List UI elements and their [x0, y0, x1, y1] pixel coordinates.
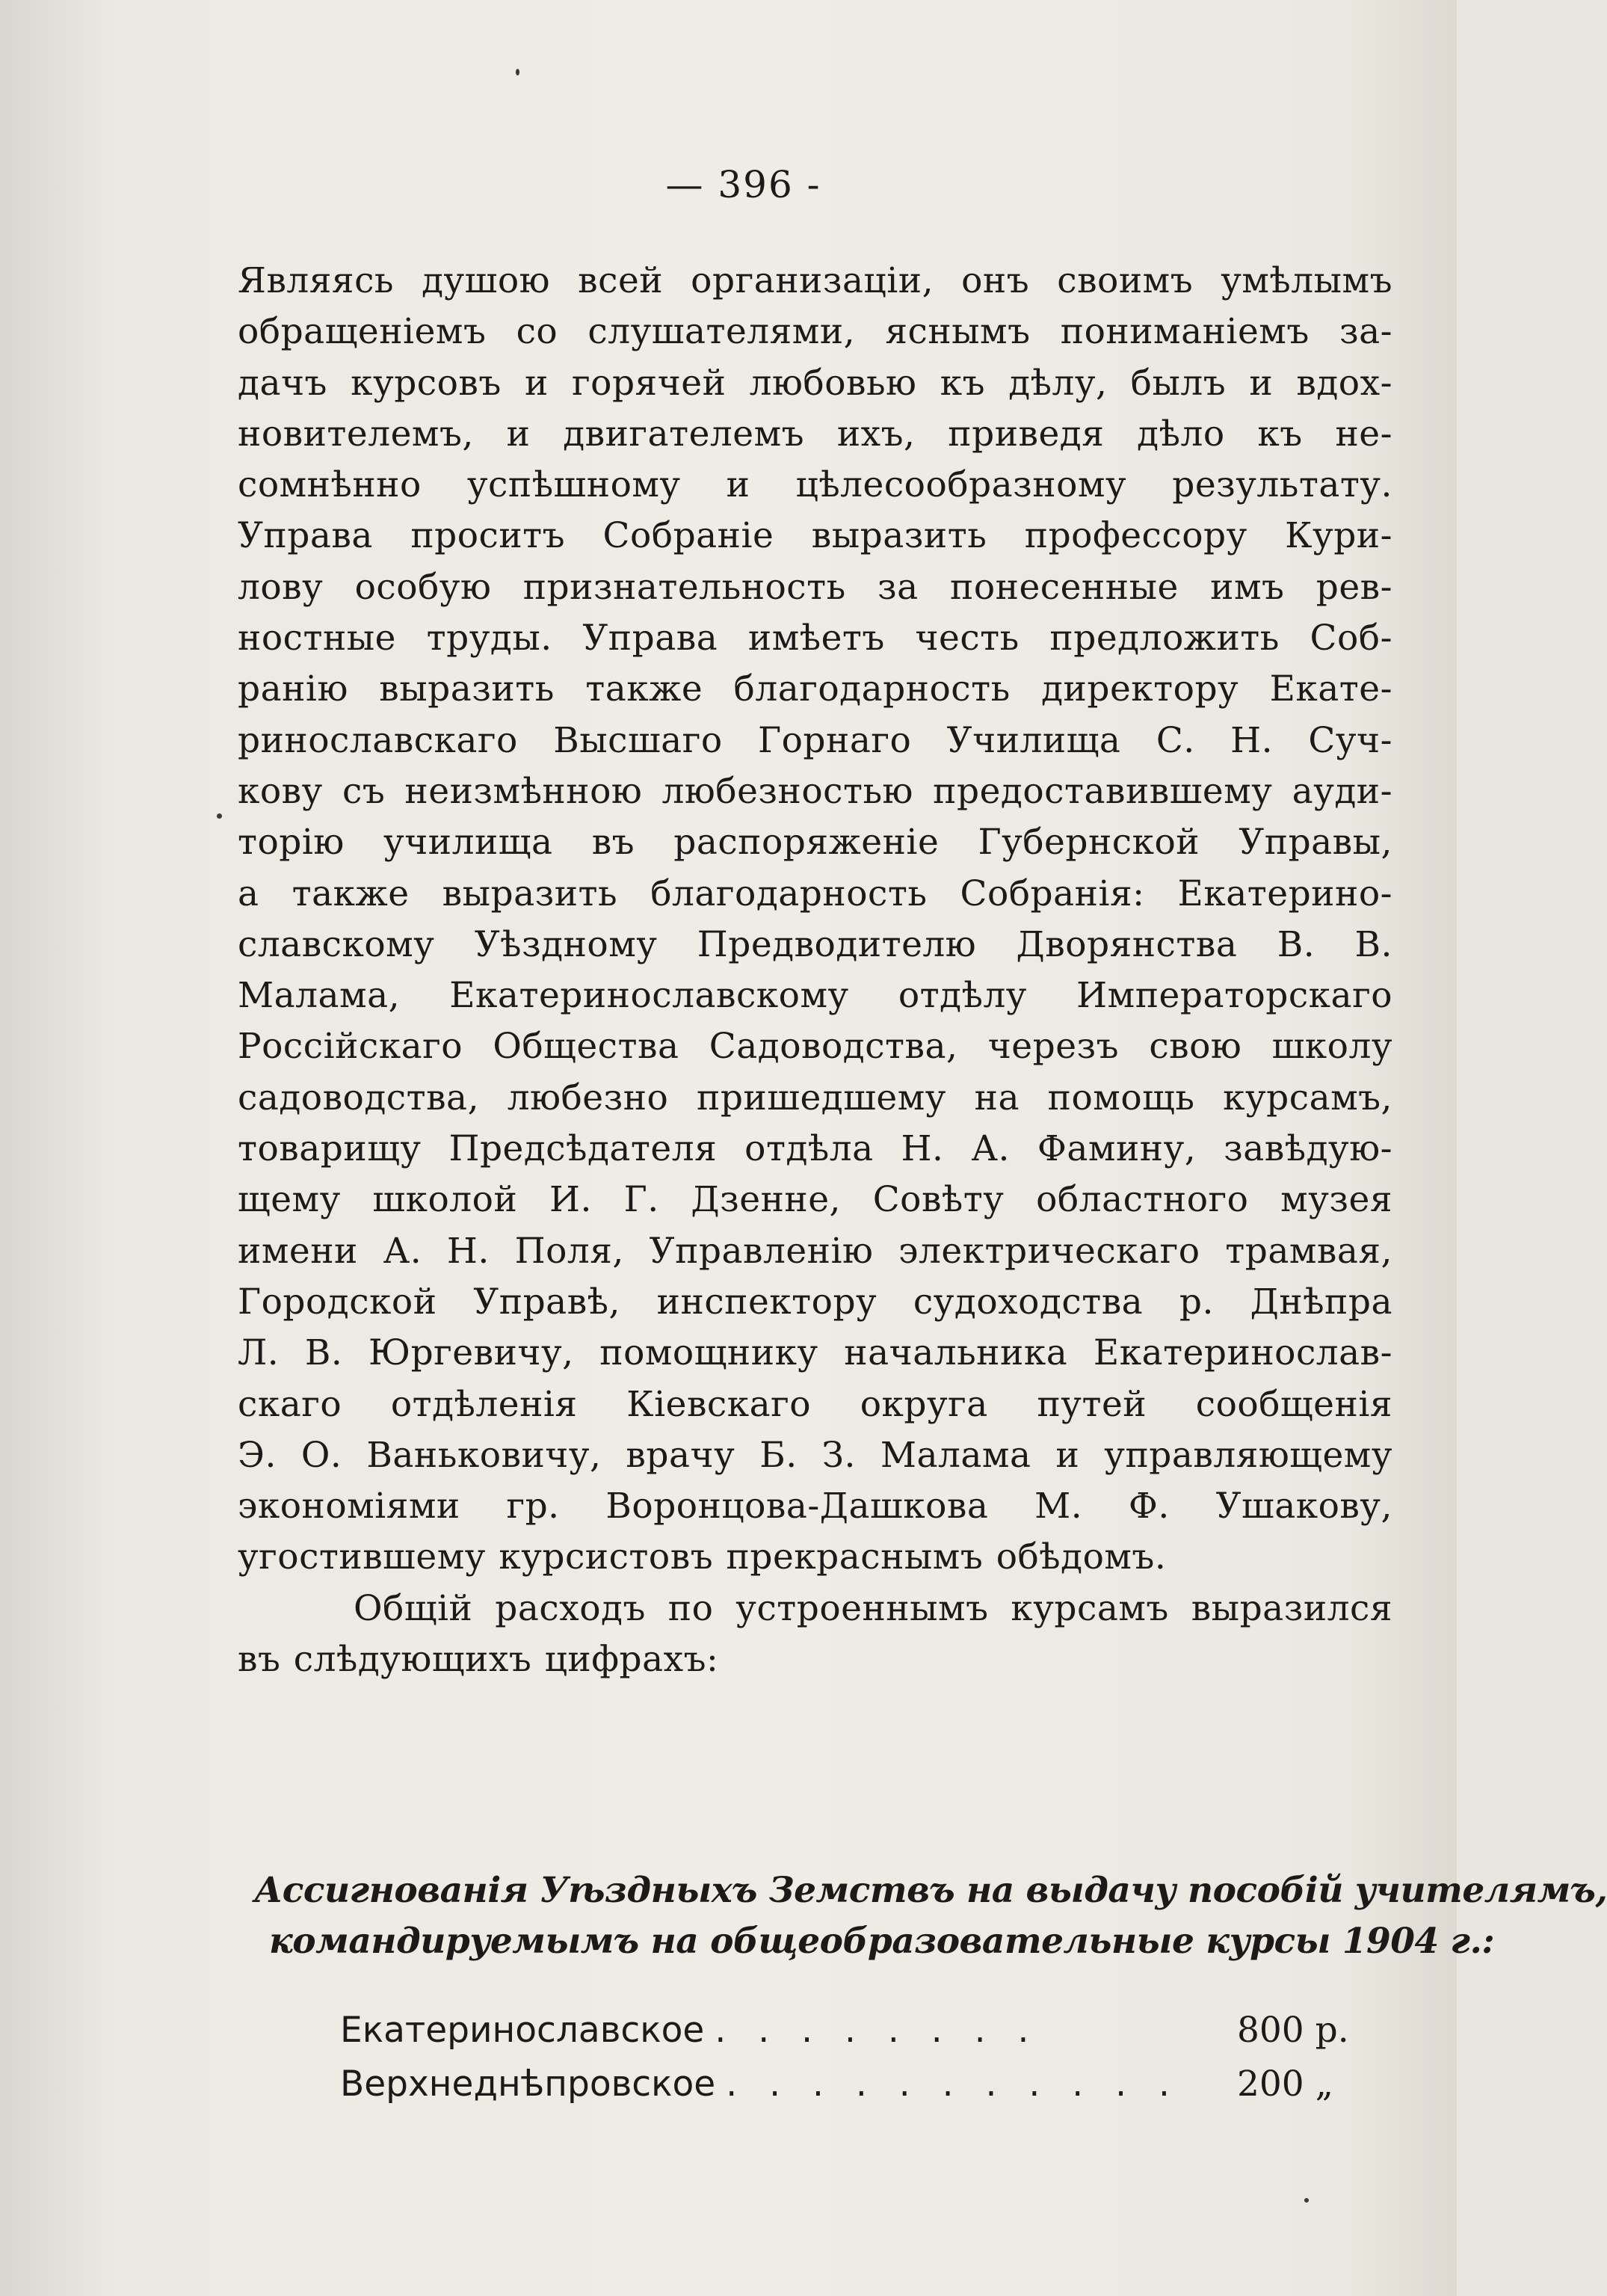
ledger-leader-dots: . . . . . . . . . . .	[726, 2063, 1180, 2105]
section-heading-line: командируемымъ на общеобразовательные курсы 1904 г.:	[269, 1921, 1495, 1962]
print-speck	[1304, 2198, 1309, 2203]
closing-paragraph-line: Общій расходъ по устроеннымъ курсамъ выразился	[354, 1587, 1392, 1629]
section-heading	[254, 1865, 1607, 1967]
print-speck	[516, 69, 519, 76]
paragraph-line: ностные труды. Управа имѣетъ честь предложить Соб-	[238, 618, 1392, 659]
paragraph-line: славскому Уѣздному Предводителю Дворянства В. В.	[238, 923, 1392, 965]
paragraph-line: товарищу Предсѣдателя отдѣла Н. А. Фамину, завѣдую-	[238, 1128, 1392, 1170]
paragraph-line: кову съ неизмѣнною любезностью предоставившему ауди-	[238, 770, 1392, 812]
paragraph-line: дачъ курсовъ и горячей любовью къ дѣлу, былъ и вдох-	[238, 362, 1392, 404]
paragraph-line: Россійскаго Общества Садоводства, черезъ свою школу	[238, 1026, 1392, 1068]
paragraph-line: ринославскаго Высшаго Горнаго Училища С. Н. Суч-	[238, 719, 1392, 761]
paragraph-line: скаго отдѣленія Кіевскаго округа путей сообщенія	[238, 1383, 1392, 1425]
ledger-leader-dots: . . . . . . . .	[715, 2010, 1040, 2051]
ledger-district-name: Екатеринославское	[340, 2010, 705, 2051]
ledger-district-name: Верхнеднѣпровское	[340, 2063, 716, 2105]
paragraph-line: а также выразить благодарность Собранія: Екатерино-	[238, 872, 1392, 914]
closing-paragraph-line: въ слѣдующихъ цифрахъ:	[238, 1639, 719, 1681]
paragraph-line: Л. В. Юргевичу, помощнику начальника Екатеринослав-	[238, 1332, 1392, 1374]
paragraph-line: обращеніемъ со слушателями, яснымъ пониманіемъ за-	[238, 311, 1392, 353]
ledger-amount: 800 р.	[1237, 2010, 1349, 2051]
paragraph-line: имени А. Н. Поля, Управленію электрическаго трамвая,	[238, 1230, 1392, 1272]
paragraph-line: щему школой И. Г. Дзенне, Совѣту областного музея	[238, 1179, 1392, 1221]
paragraph-line: экономіями гр. Воронцова-Дашкова М. Ф. Ушакову,	[238, 1486, 1392, 1527]
ledger-row	[340, 2058, 1387, 2111]
paragraph-line: садоводства, любезно пришедшему на помощь курсамъ,	[238, 1077, 1392, 1118]
paragraph-line: угостившему курсистовъ прекраснымъ обѣдомъ.	[238, 1536, 1167, 1578]
paragraph-line: Городской Управѣ, инспектору судоходства р. Днѣпра	[238, 1281, 1392, 1323]
allocation-ledger	[340, 2004, 1387, 2111]
main-paragraph	[238, 256, 1392, 1685]
paragraph-line: торію училища въ распоряженіе Губернской Управы,	[238, 822, 1392, 864]
paragraph-line: Малама, Екатеринославскому отдѣлу Императорскаго	[238, 975, 1392, 1017]
paragraph-line: Управа проситъ Собраніе выразить профессору Кури-	[238, 515, 1392, 557]
ledger-row	[340, 2004, 1387, 2058]
paragraph-line: лову особую признательность за понесенные имъ рев-	[238, 566, 1392, 608]
section-heading-line: Ассигнованія Уѣздныхъ Земствъ на выдачу пособій учителямъ,	[254, 1870, 1607, 1911]
print-speck	[217, 813, 222, 819]
paragraph-line: сомнѣнно успѣшному и цѣлесообразному результату.	[238, 464, 1392, 506]
page-number: — 396 -	[665, 163, 821, 206]
ledger-amount: 200 „	[1237, 2063, 1333, 2105]
paragraph-line: ранію выразить также благодарность директору Екате-	[238, 668, 1392, 710]
paragraph-line: Э. О. Ваньковичу, врачу Б. З. Малама и управляющему	[238, 1434, 1392, 1476]
paragraph-line: новителемъ, и двигателемъ ихъ, приведя дѣло къ не-	[238, 413, 1392, 455]
paragraph-line: Являясь душою всей организаціи, онъ своимъ умѣлымъ	[238, 260, 1392, 301]
